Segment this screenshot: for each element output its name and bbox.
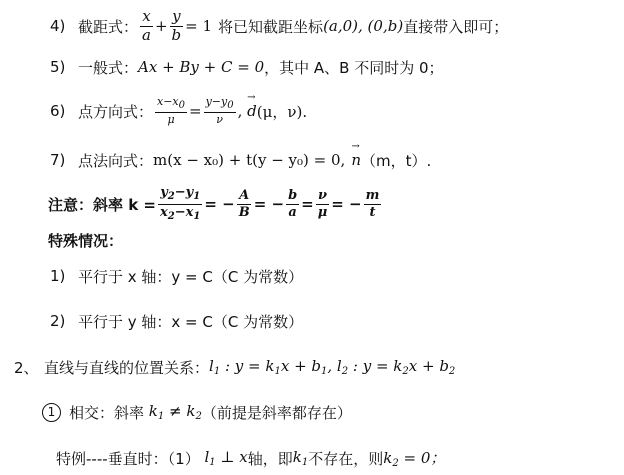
item-number: 7) [50, 151, 66, 169]
note-label: 注意：斜率 k = [48, 195, 156, 214]
item-number: 5) [50, 58, 66, 76]
normal-equation: m(x − x₀) + t(y − y₀) = 0, [153, 151, 346, 169]
intersect-item [42, 400, 352, 424]
special-case-label: 特例----垂直时：（1） [56, 449, 200, 468]
note-slope: 注意：斜率 k = $\frac{y_2-y_1}{x_2-x_1}$ = − $\frac{A}{B}$ = − $\frac{b}{a}$ = $\frac{\nu}{\mu}$ = − $\frac{m}{t}$ [48, 185, 380, 222]
special-case-mid: 轴，即 [247, 449, 293, 468]
fraction-x-over-a: $\frac{x}{a}$ [142, 6, 151, 44]
item-general-form [50, 56, 444, 78]
item-label: 一般式： [78, 58, 139, 77]
item-tail: （前提是斜率都存在） [201, 403, 352, 422]
parallel-y-axis [50, 310, 303, 332]
item-number: 2) [50, 312, 66, 330]
circled-number: 1 [42, 403, 61, 422]
item-text: 平行于 y 轴：x = C（C 为常数） [78, 312, 304, 331]
plus-sign: + [154, 17, 168, 35]
general-equation: Ax + By + C = 0 [138, 58, 265, 76]
parallel-x-axis [50, 265, 303, 287]
perpendicular-expr: $l_1$ ⊥ x [199, 448, 248, 468]
section-text: 直线与直线的位置关系： [44, 358, 210, 377]
normal-vector: → n [351, 151, 361, 169]
fraction-m-over-t: $\frac{m}{t}$ [365, 187, 380, 220]
section-number: 2、 [14, 358, 39, 377]
k2-equals-zero: $k_2 = 0$； [383, 449, 446, 469]
item-tail: 直接带入即可； [403, 17, 509, 36]
fraction-y-over-nu: $\frac{y-y_0}{\nu}$ [205, 94, 234, 127]
item-text: 将已知截距坐标 [218, 17, 324, 36]
comma: , [237, 102, 248, 120]
item-tail: （m，t）. [360, 151, 432, 170]
special-case-mid2: 不存在，则 [308, 449, 384, 468]
item-point-normal-form [50, 148, 431, 172]
direction-vector: → d [247, 102, 257, 120]
item-tail: ，其中 A、B 不同时为 0； [264, 58, 444, 77]
section-2-heading [14, 356, 455, 378]
item-number: 1) [50, 267, 66, 285]
equals-one: = 1 [185, 17, 213, 35]
fraction-y-over-b: $\frac{y}{b}$ [171, 6, 182, 44]
fraction-dy-dx: $\frac{y_2-y_1}{x_2-x_1}$ [160, 185, 201, 222]
item-text: 平行于 x 轴：y = C（C 为常数） [78, 267, 304, 286]
item-label: 点法向式： [78, 151, 154, 170]
fraction-a-over-b: $\frac{A}{B}$ [238, 187, 250, 220]
fraction-b-over-a: $\frac{b}{a}$ [288, 187, 298, 220]
perpendicular-special-case [56, 446, 445, 470]
item-text: 相交：斜率 [69, 403, 145, 422]
k1-symbol: $k_1$ [292, 448, 309, 468]
item-point-direction-form [50, 93, 307, 129]
fraction-nu-over-mu: $\frac{\nu}{\mu}$ [317, 187, 328, 220]
special-heading: 特殊情况： [48, 231, 124, 250]
fraction-x-over-mu: $\frac{x-x_0}{\mu}$ [157, 94, 186, 127]
item-label: 截距式： [78, 17, 139, 36]
item-intercept-form [50, 8, 508, 44]
equals-sign: = [189, 102, 202, 120]
item-tail: (μ，ν). [256, 102, 308, 121]
line-equations: $l_1$ : $y = k_1x + b_1$, $l_2$ : $y = k_2x + b_2$ [209, 357, 456, 377]
item-label: 点方向式： [78, 102, 154, 121]
intercept-coords: (a,0), (0,b) [323, 17, 404, 35]
item-number: 6) [50, 102, 66, 120]
slope-inequality: $k_1 \ne k_2$ [144, 402, 202, 422]
item-number: 4) [50, 17, 66, 35]
